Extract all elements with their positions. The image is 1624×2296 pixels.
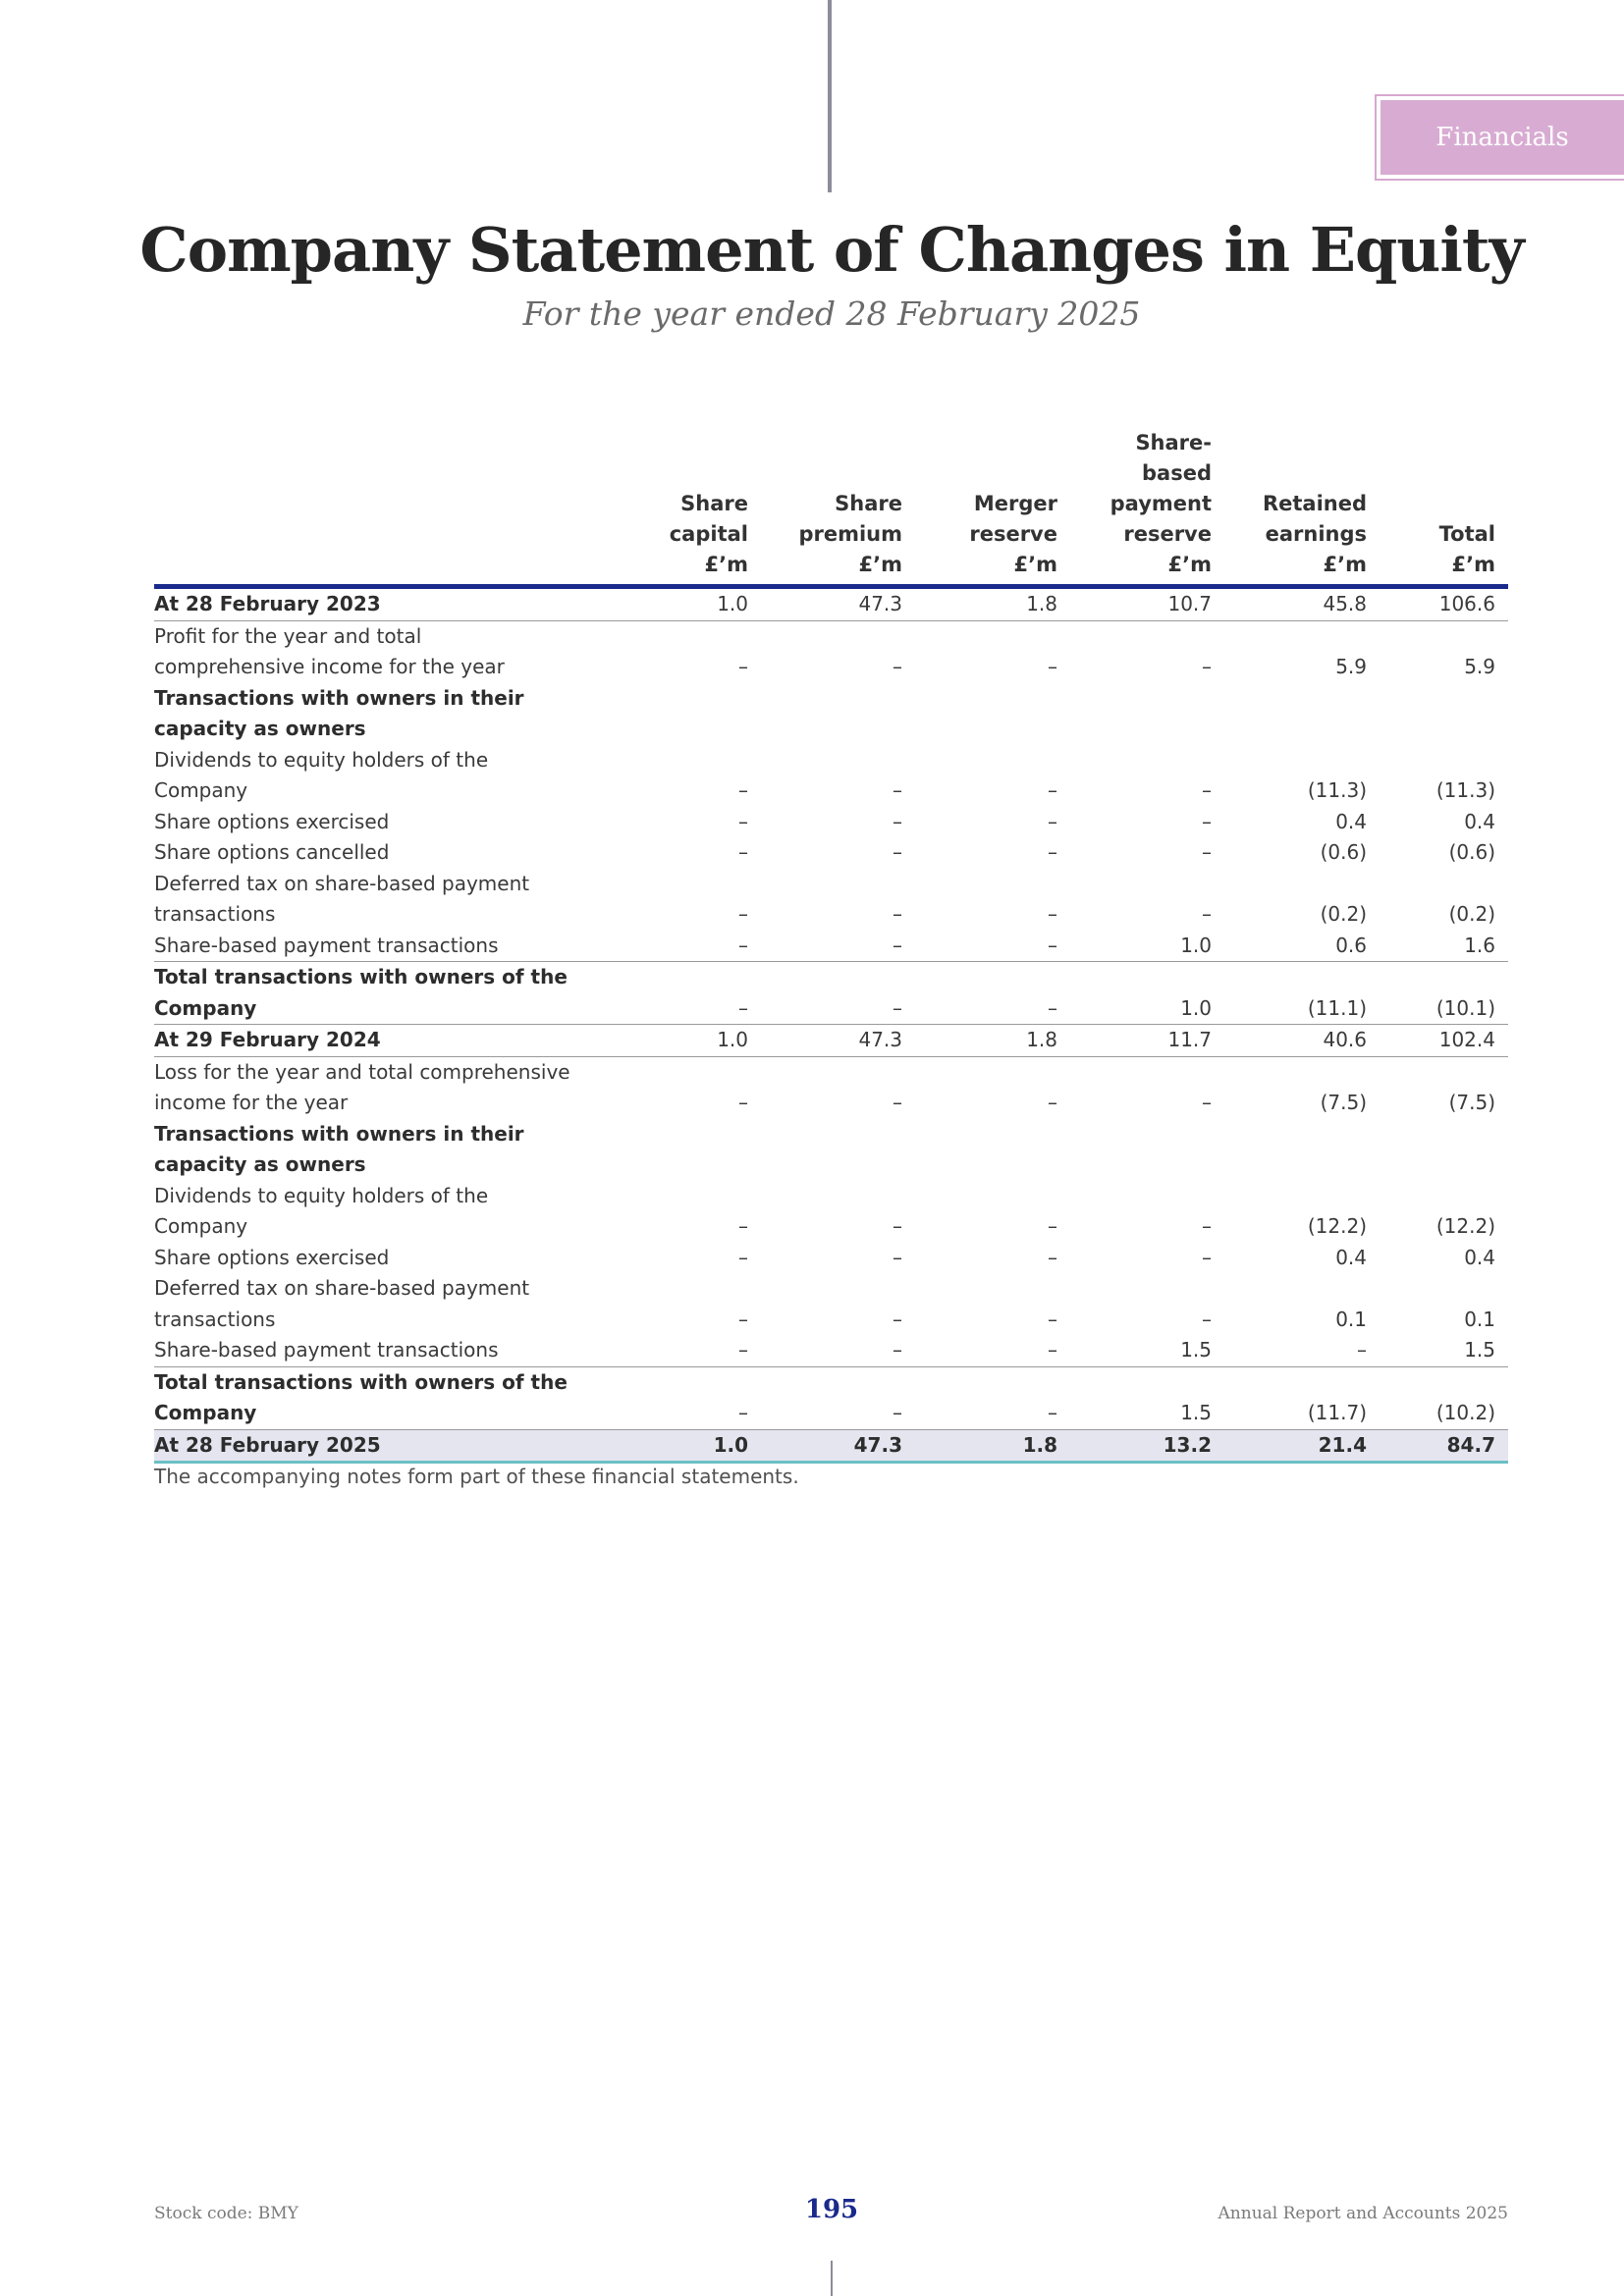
section-tab[interactable]: [1375, 94, 1624, 181]
cell-total: (0.6): [1448, 840, 1495, 864]
cell-share-based-payment-reserve: 1.5: [1180, 1338, 1212, 1362]
cell-merger-reserve: –: [1048, 933, 1057, 957]
footer-stock-code: Stock code: BMY: [154, 2204, 298, 2223]
table-row: [154, 1335, 1508, 1367]
cell-total: 1.5: [1464, 1338, 1495, 1362]
top-divider-line: [828, 0, 832, 192]
page-title: Company Statement of Changes in Equity: [139, 214, 1524, 286]
cell-share-based-payment-reserve: 1.0: [1180, 995, 1212, 1020]
table-row: [154, 1430, 1508, 1465]
cell-merger-reserve: –: [1048, 902, 1057, 926]
cell-merger-reserve: –: [1048, 1214, 1057, 1238]
cell-merger-reserve: 1.8: [1026, 1028, 1057, 1051]
footer-report-title: Annual Report and Accounts 2025: [1218, 2204, 1508, 2223]
cell-share-capital: –: [738, 809, 748, 833]
cell-share-based-payment-reserve: 13.2: [1163, 1432, 1212, 1457]
cell-merger-reserve: –: [1048, 840, 1057, 864]
cell-merger-reserve: –: [1048, 995, 1057, 1020]
cell-share-premium: 47.3: [858, 592, 902, 615]
row-label: Profit for the year and total comprehensive income for the year: [154, 623, 505, 678]
cell-total: (11.3): [1435, 778, 1495, 802]
row-label: Loss for the year and total comprehensive income for the year: [154, 1059, 570, 1114]
cell-retained-earnings: 40.6: [1323, 1028, 1367, 1051]
row-label: Share options exercised: [154, 809, 390, 833]
cell-share-capital: –: [738, 933, 748, 957]
row-label: At 28 February 2025: [154, 1432, 381, 1457]
cell-total: 5.9: [1464, 655, 1495, 678]
cell-retained-earnings: (12.2): [1307, 1214, 1367, 1238]
cell-share-premium: –: [893, 1401, 902, 1424]
cell-share-based-payment-reserve: –: [1202, 840, 1212, 864]
cell-share-based-payment-reserve: –: [1202, 1245, 1212, 1269]
row-label: Deferred tax on share-based payment transactions: [154, 871, 530, 926]
cell-share-premium: –: [893, 995, 902, 1020]
cell-share-capital: 1.0: [717, 592, 748, 615]
row-label: Dividends to equity holders of the Company: [154, 747, 489, 802]
cell-share-premium: –: [893, 840, 902, 864]
cell-retained-earnings: 0.1: [1335, 1307, 1367, 1331]
cell-share-based-payment-reserve: –: [1202, 1214, 1212, 1238]
cell-total: 0.1: [1464, 1307, 1495, 1331]
row-label: Deferred tax on share-based payment transactions: [154, 1276, 530, 1331]
row-label: Total transactions with owners of the Company: [154, 1369, 568, 1424]
cell-share-based-payment-reserve: 11.7: [1167, 1028, 1212, 1051]
cell-retained-earnings: (7.5): [1320, 1091, 1367, 1114]
cell-share-premium: 47.3: [853, 1432, 902, 1457]
cell-total: (7.5): [1448, 1091, 1495, 1114]
cell-share-premium: –: [893, 902, 902, 926]
cell-share-based-payment-reserve: 1.0: [1180, 933, 1212, 957]
cell-share-capital: –: [738, 1091, 748, 1114]
cell-retained-earnings: 0.6: [1335, 933, 1367, 957]
row-label: Total transactions with owners of the Company: [154, 965, 568, 1020]
row-label: Dividends to equity holders of the Company: [154, 1183, 489, 1238]
cell-total: (12.2): [1435, 1214, 1495, 1238]
cell-merger-reserve: –: [1048, 1338, 1057, 1362]
row-label: Share-based payment transactions: [154, 1338, 499, 1362]
cell-share-premium: –: [893, 1307, 902, 1331]
cell-share-capital: 1.0: [717, 1028, 748, 1051]
cell-total: 102.4: [1438, 1028, 1495, 1051]
header-share-based-payment-reserve: Share-based payment reserve £’m: [1110, 431, 1212, 576]
table-row: [154, 1243, 1508, 1274]
table-row: [154, 1025, 1508, 1057]
row-label: Transactions with owners in their capacity as owners: [154, 685, 524, 740]
cell-share-based-payment-reserve: –: [1202, 1091, 1212, 1114]
cell-share-based-payment-reserve: 10.7: [1167, 592, 1212, 615]
cell-share-capital: –: [738, 1338, 748, 1362]
footnote: The accompanying notes form part of these financial statements.: [154, 1465, 799, 1488]
cell-share-premium: 47.3: [858, 1028, 902, 1051]
table-row: [154, 1367, 1508, 1430]
table-row: [154, 745, 1508, 807]
table-row: [154, 1273, 1508, 1335]
equity-table: [154, 428, 1508, 1464]
header-retained-earnings: Retained earnings £’m: [1262, 492, 1367, 576]
cell-retained-earnings: –: [1357, 1338, 1367, 1362]
table-row: [154, 931, 1508, 963]
cell-share-capital: –: [738, 1401, 748, 1424]
cell-share-based-payment-reserve: 1.5: [1180, 1401, 1212, 1424]
bottom-divider-line: [831, 2261, 833, 2296]
table-body: [154, 589, 1508, 1464]
cell-share-premium: –: [893, 933, 902, 957]
cell-retained-earnings: (11.1): [1307, 995, 1367, 1020]
cell-share-capital: –: [738, 902, 748, 926]
cell-share-premium: –: [893, 1091, 902, 1114]
row-label: Share options cancelled: [154, 840, 390, 864]
cell-share-premium: –: [893, 778, 902, 802]
table-row: [154, 1057, 1508, 1119]
cell-share-capital: –: [738, 840, 748, 864]
cell-retained-earnings: (0.6): [1320, 840, 1367, 864]
cell-share-capital: –: [738, 1307, 748, 1331]
cell-retained-earnings: (11.3): [1307, 778, 1367, 802]
cell-total: 0.4: [1464, 1245, 1495, 1269]
cell-share-capital: –: [738, 1245, 748, 1269]
cell-share-capital: –: [738, 655, 748, 678]
section-tab-label: Financials: [1380, 100, 1624, 175]
cell-retained-earnings: 5.9: [1335, 655, 1367, 678]
cell-retained-earnings: 0.4: [1335, 809, 1367, 833]
row-label: Share-based payment transactions: [154, 933, 499, 957]
table-row: [154, 621, 1508, 683]
table-row: [154, 962, 1508, 1025]
cell-share-premium: –: [893, 1338, 902, 1362]
row-label: At 29 February 2024: [154, 1028, 381, 1051]
cell-share-premium: –: [893, 1214, 902, 1238]
table-row: [154, 837, 1508, 869]
header-share-premium: Share premium £’m: [798, 492, 902, 576]
cell-merger-reserve: –: [1048, 1307, 1057, 1331]
cell-share-capital: –: [738, 778, 748, 802]
cell-merger-reserve: –: [1048, 1401, 1057, 1424]
cell-share-based-payment-reserve: –: [1202, 778, 1212, 802]
page-number: 195: [804, 2195, 859, 2224]
header-total: Total £’m: [1438, 522, 1495, 576]
cell-share-based-payment-reserve: –: [1202, 809, 1212, 833]
cell-merger-reserve: –: [1048, 1245, 1057, 1269]
table-row: [154, 1181, 1508, 1243]
cell-merger-reserve: 1.8: [1026, 592, 1057, 615]
cell-share-capital: –: [738, 995, 748, 1020]
cell-merger-reserve: –: [1048, 809, 1057, 833]
row-label: Share options exercised: [154, 1245, 390, 1269]
cell-retained-earnings: 21.4: [1318, 1432, 1367, 1457]
table-row: [154, 869, 1508, 931]
cell-merger-reserve: 1.8: [1022, 1432, 1057, 1457]
cell-total: (10.2): [1435, 1401, 1495, 1424]
cell-total: (0.2): [1448, 902, 1495, 926]
cell-share-based-payment-reserve: –: [1202, 655, 1212, 678]
cell-share-based-payment-reserve: –: [1202, 1307, 1212, 1331]
cell-share-premium: –: [893, 809, 902, 833]
table-row: [154, 683, 1508, 745]
cell-share-premium: –: [893, 655, 902, 678]
cell-merger-reserve: –: [1048, 1091, 1057, 1114]
cell-share-based-payment-reserve: –: [1202, 902, 1212, 926]
cell-total: 84.7: [1446, 1432, 1495, 1457]
row-label: At 28 February 2023: [154, 592, 381, 615]
cell-merger-reserve: –: [1048, 655, 1057, 678]
cell-total: 1.6: [1464, 933, 1495, 957]
cell-total: 106.6: [1438, 592, 1495, 615]
cell-retained-earnings: 45.8: [1323, 592, 1367, 615]
table-header: [154, 428, 1508, 589]
cell-total: (10.1): [1435, 995, 1495, 1020]
table-row: [154, 589, 1508, 621]
cell-share-capital: 1.0: [713, 1432, 748, 1457]
cell-retained-earnings: (11.7): [1307, 1401, 1367, 1424]
cell-retained-earnings: 0.4: [1335, 1245, 1367, 1269]
row-label: Transactions with owners in their capacity as owners: [154, 1121, 524, 1176]
cell-retained-earnings: (0.2): [1320, 902, 1367, 926]
table-row: [154, 1119, 1508, 1181]
cell-share-premium: –: [893, 1245, 902, 1269]
page-subtitle: For the year ended 28 February 2025: [522, 294, 1141, 333]
header-share-capital: Share capital £’m: [669, 492, 748, 576]
header-merger-reserve: Merger reserve £’m: [969, 492, 1057, 576]
cell-merger-reserve: –: [1048, 778, 1057, 802]
table-row: [154, 807, 1508, 838]
cell-total: 0.4: [1464, 809, 1495, 833]
cell-share-capital: –: [738, 1214, 748, 1238]
